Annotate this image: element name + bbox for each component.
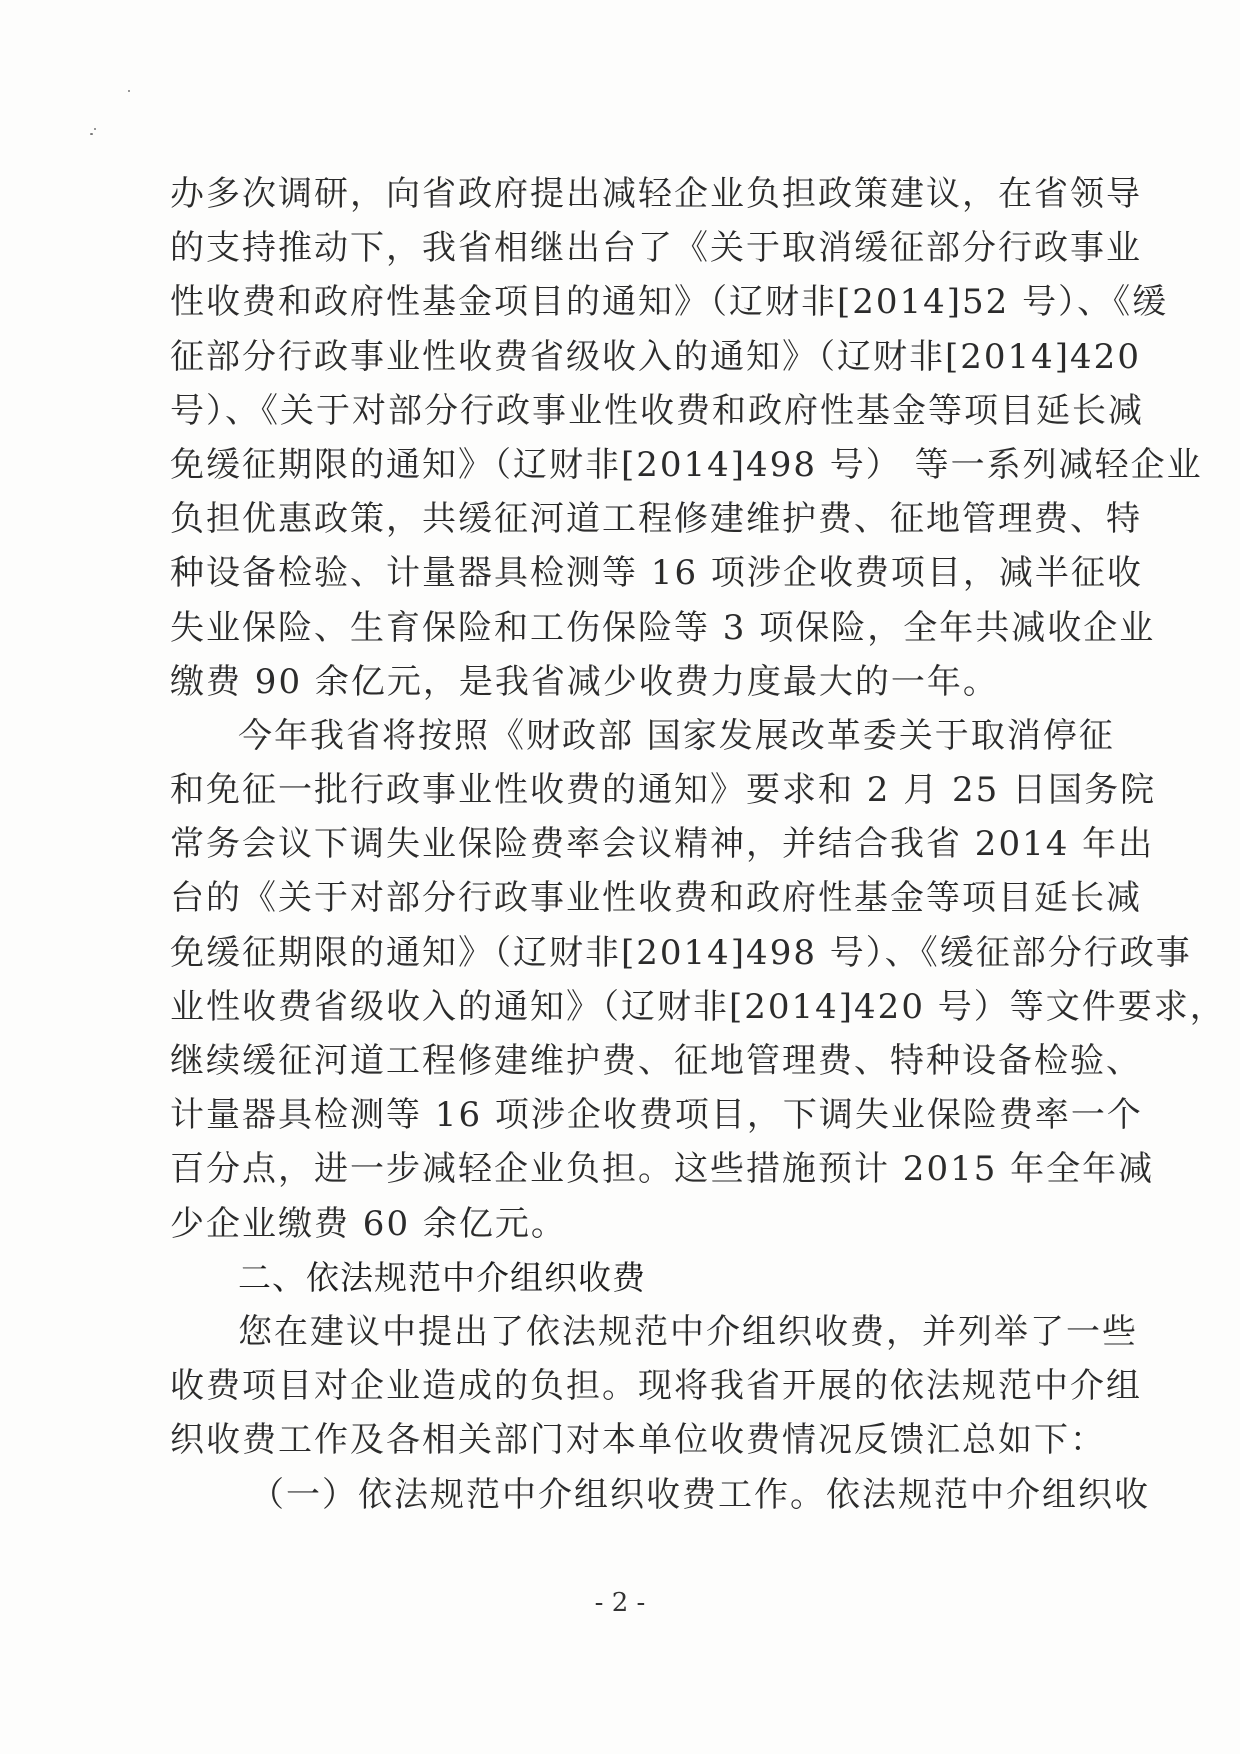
text-line: 继续缓征河道工程修建维护费、征地管理费、特种设备检验、 bbox=[170, 1041, 1142, 1081]
scan-speck bbox=[90, 133, 93, 135]
scan-speck bbox=[94, 128, 96, 130]
text-line: 台的《关于对部分行政事业性收费和政府性基金等项目延长减 bbox=[170, 878, 1142, 919]
page-number: - 2 - bbox=[594, 1588, 646, 1618]
paragraph-3 bbox=[170, 1305, 1142, 1468]
text-line: 免缓征期限的通知》（辽财非[2014]498 号）、《缓征部分行政事 bbox=[170, 932, 1192, 973]
text-line: 号）、《关于对部分行政事业性收费和政府性基金等项目延长减 bbox=[170, 390, 1144, 431]
paragraph-1 bbox=[170, 167, 1203, 709]
document-body bbox=[170, 167, 1226, 1522]
text-line: 收费项目对企业造成的负担。现将我省开展的依法规范中介组 bbox=[170, 1366, 1142, 1407]
text-line: 和免征一批行政事业性收费的通知》要求和 2 月 25 日国务院 bbox=[170, 770, 1157, 811]
text-line: 负担优惠政策，共缓征河道工程修建维护费、征地管理费、特 bbox=[170, 499, 1142, 540]
subsection-line: （一）依法规范中介组织收费工作。依法规范中介组织收 bbox=[250, 1474, 1150, 1515]
text-line: 失业保险、生育保险和工伤保险等 3 项保险，全年共减收企业 bbox=[170, 607, 1156, 648]
text-line: 计量器具检测等 16 项涉企收费项目，下调失业保险费率一个 bbox=[170, 1095, 1143, 1136]
text-line: 业性收费省级收入的通知》（辽财非[2014]420 号）等文件要求， bbox=[170, 986, 1226, 1027]
text-line: 少企业缴费 60 余亿元。 bbox=[170, 1203, 567, 1244]
text-line: 缴费 90 余亿元，是我省减少收费力度最大的一年。 bbox=[170, 661, 999, 702]
text-line: 百分点，进一步减轻企业负担。这些措施预计 2015 年全年减 bbox=[170, 1149, 1155, 1190]
text-line: 今年我省将按照《财政部 国家发展改革委关于取消停征 bbox=[238, 715, 1115, 756]
text-line: 性收费和政府性基金项目的通知》（辽财非[2014]52 号）、《缓 bbox=[170, 282, 1169, 323]
text-line: 免缓征期限的通知》（辽财非[2014]498 号） 等一系列减轻企业 bbox=[170, 444, 1203, 485]
text-line: 办多次调研，向省政府提出减轻企业负担政策建议，在省领导 bbox=[170, 174, 1142, 214]
section-heading: 二、依法规范中介组织收费 bbox=[238, 1257, 646, 1297]
text-line: 您在建议中提出了依法规范中介组织收费，并列举了一些 bbox=[238, 1311, 1138, 1352]
paragraph-2 bbox=[170, 709, 1226, 1251]
scan-speck bbox=[128, 90, 130, 92]
text-line: 织收费工作及各相关部门对本单位收费情况反馈汇总如下： bbox=[170, 1420, 1106, 1461]
text-line: 的支持推动下，我省相继出台了《关于取消缓征部分行政事业 bbox=[170, 228, 1142, 269]
text-line: 常务会议下调失业保险费率会议精神，并结合我省 2014 年出 bbox=[170, 824, 1155, 865]
text-line: 征部分行政事业性收费省级收入的通知》（辽财非[2014]420 bbox=[170, 336, 1141, 377]
text-line: 种设备检验、计量器具检测等 16 项涉企收费项目，减半征收 bbox=[170, 553, 1143, 594]
